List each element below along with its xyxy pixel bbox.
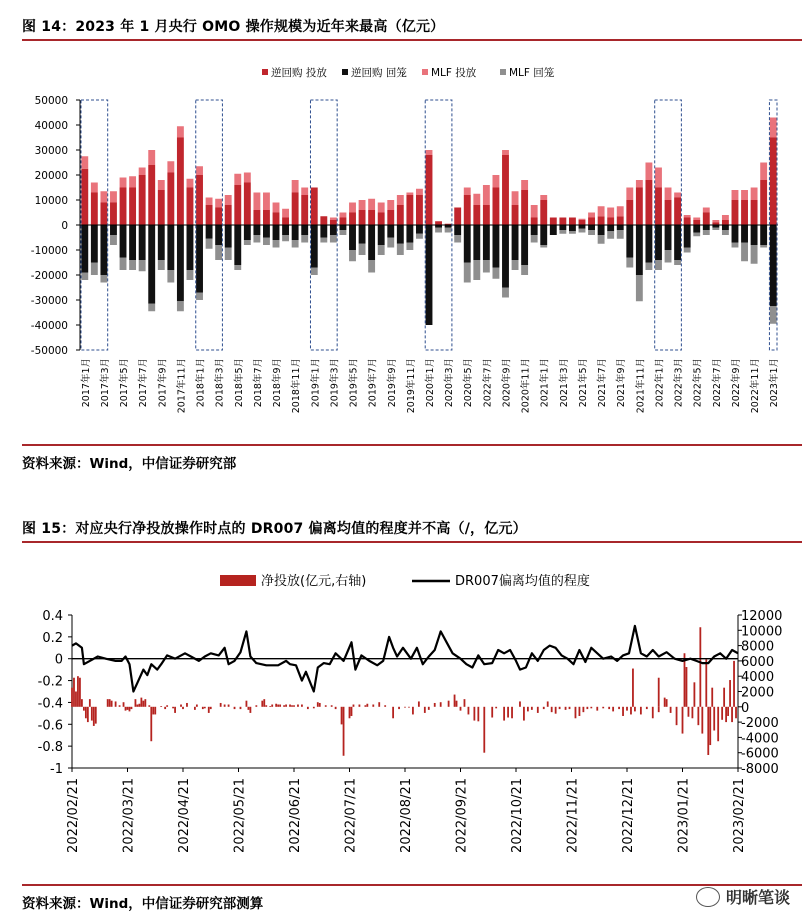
bar	[111, 701, 113, 707]
y-left-tick-label: -0.6	[37, 718, 63, 734]
bar	[701, 707, 703, 734]
x-tick-label: 2022年1月	[654, 358, 666, 408]
bar	[612, 707, 614, 712]
x-tick-label: 2021年11月	[635, 358, 647, 414]
bar	[293, 705, 295, 707]
y-tick-label: 10000	[34, 195, 68, 207]
x-tick-label: 2020年9月	[501, 358, 513, 408]
bar	[705, 659, 707, 706]
bar	[723, 688, 725, 707]
x-tick-label: 2022/10/21	[510, 778, 525, 853]
bar	[125, 707, 127, 711]
y-right-tick-label: 0	[741, 700, 750, 716]
bar	[579, 707, 581, 716]
bar	[676, 707, 678, 725]
x-tick-label: 2018年5月	[233, 358, 245, 408]
y-tick-label: 20000	[34, 170, 68, 182]
bar	[547, 701, 549, 706]
x-tick-label: 2022/12/21	[621, 778, 636, 853]
bar	[725, 707, 727, 722]
x-tick-label: 2020年11月	[520, 358, 532, 414]
x-tick-label: 2021年9月	[616, 358, 628, 408]
x-tick-label: 2017年9月	[157, 358, 169, 408]
x-tick-label: 2017年5月	[119, 358, 131, 408]
x-tick-label: 2019年7月	[367, 358, 379, 408]
bar	[531, 707, 533, 710]
bar	[224, 705, 226, 707]
y-right-tick-label: 10000	[741, 624, 783, 640]
fig14-caption: 图 14：2023 年 1 月央行 OMO 操作规模为近年来最高（亿元）	[22, 19, 445, 35]
watermark-text: 明晰笔谈	[725, 888, 790, 907]
bar	[261, 701, 263, 707]
bar	[119, 705, 121, 707]
bar	[91, 707, 93, 721]
y-right-tick-label: 8000	[741, 639, 775, 655]
bar	[208, 707, 210, 713]
bar	[372, 705, 374, 707]
bar	[275, 704, 277, 707]
bar	[527, 707, 529, 712]
bar	[602, 707, 604, 709]
bar	[709, 707, 711, 745]
y-right-tick-label: -6000	[741, 746, 779, 762]
y-tick-label: -20000	[30, 270, 68, 282]
bar	[335, 707, 337, 709]
bar	[412, 707, 414, 715]
y-right-tick-label: 12000	[741, 609, 783, 624]
bar	[468, 707, 470, 715]
fig15-caption: 图 15：对应央行净投放操作时点的 DR007 偏离均值的程度并不高（/，亿元）	[22, 521, 527, 537]
bar	[366, 704, 368, 707]
bar	[707, 707, 709, 755]
x-tick-label: 2019年9月	[386, 358, 398, 408]
y-right-tick-label: 4000	[741, 670, 775, 686]
bar	[285, 705, 287, 707]
bar	[632, 669, 634, 707]
bar	[693, 682, 695, 706]
x-tick-label: 2020年5月	[463, 358, 475, 408]
x-tick-label: 2018年11月	[291, 358, 303, 414]
bar	[234, 707, 236, 709]
bar	[697, 707, 699, 725]
bar	[699, 627, 701, 707]
bar	[85, 707, 87, 718]
bar	[317, 702, 319, 707]
bar	[666, 699, 668, 707]
x-tick-label: 2017年11月	[176, 358, 188, 414]
y-tick-label: -10000	[30, 245, 68, 257]
x-tick-label: 2018年1月	[195, 358, 207, 408]
y-right-tick-label: 6000	[741, 654, 775, 670]
bar	[248, 707, 250, 710]
bar	[279, 705, 281, 707]
bar	[460, 707, 462, 711]
bar	[565, 707, 567, 710]
bar	[575, 707, 577, 718]
bar	[75, 692, 77, 707]
y-left-tick-label: -0.4	[37, 696, 63, 712]
bar	[456, 701, 458, 707]
bar	[71, 688, 73, 707]
bar	[81, 699, 83, 707]
bar	[483, 707, 485, 753]
x-tick-label: 2022年5月	[692, 358, 704, 408]
legend-label: MLF 投放	[431, 67, 477, 79]
bar	[131, 707, 133, 709]
y-left-tick-label: 0.2	[42, 630, 63, 646]
bar	[721, 707, 723, 720]
bar	[503, 707, 505, 721]
legend-label: 逆回购 投放	[271, 67, 327, 79]
bar	[138, 704, 140, 707]
y-tick-label: 50000	[34, 95, 68, 107]
bar	[174, 707, 176, 713]
bar	[586, 707, 588, 709]
bar	[711, 688, 713, 707]
bar	[95, 707, 97, 724]
x-tick-label: 2018年3月	[214, 358, 226, 408]
x-tick-label: 2019年11月	[405, 358, 417, 414]
fig15-source: 资料来源：Wind，中信证券研究部测算	[22, 896, 264, 912]
bar	[89, 699, 91, 707]
x-tick-label: 2022年7月	[711, 358, 723, 408]
bar	[418, 701, 420, 706]
legend-label: 净投放(亿元,右轴)	[261, 574, 367, 589]
fig14-source: 资料来源：Wind，中信证券研究部	[22, 456, 237, 472]
bar	[343, 707, 345, 756]
bar	[148, 705, 150, 707]
bar	[733, 661, 735, 707]
bar	[87, 707, 89, 722]
bar	[590, 707, 592, 709]
bar	[135, 699, 137, 707]
bar	[353, 705, 355, 707]
bar	[658, 678, 660, 707]
bar	[228, 705, 230, 707]
bar	[511, 707, 513, 718]
bar	[154, 707, 156, 715]
bar	[255, 705, 257, 707]
bar	[688, 707, 690, 717]
bar	[331, 705, 333, 707]
bar	[271, 705, 273, 707]
x-tick-label: 2022/02/21	[66, 778, 81, 853]
bar	[384, 705, 386, 707]
bar	[378, 702, 380, 707]
bar	[265, 705, 267, 707]
y-tick-label: -50000	[30, 345, 68, 357]
x-tick-label: 2021年3月	[558, 358, 570, 408]
bar	[123, 702, 125, 707]
y-right-tick-label: -4000	[741, 731, 779, 747]
x-tick-label: 2022年9月	[730, 358, 742, 408]
bar	[398, 707, 400, 709]
y-tick-label: 30000	[34, 145, 68, 157]
bar	[569, 707, 571, 709]
y-left-tick-label: 0	[54, 652, 63, 668]
bar	[464, 699, 466, 707]
bar	[713, 707, 715, 731]
bar	[182, 707, 184, 709]
bar	[428, 707, 430, 710]
bar	[249, 707, 251, 713]
x-tick-label: 2022年7月	[482, 358, 494, 408]
bar	[551, 707, 553, 712]
bar	[240, 707, 242, 709]
y-left-tick-label: -0.8	[37, 740, 63, 756]
x-tick-label: 2022/07/21	[343, 778, 359, 853]
bar	[359, 705, 361, 707]
bar	[79, 678, 81, 707]
wechat-icon	[696, 887, 720, 907]
bar	[349, 707, 351, 718]
x-tick-label: 2022/08/21	[399, 778, 414, 853]
bar	[144, 699, 146, 707]
x-tick-label: 2018年9月	[272, 358, 284, 408]
bar	[319, 703, 321, 707]
bar	[634, 707, 636, 712]
bar	[246, 701, 248, 707]
bar	[658, 707, 660, 712]
bar	[127, 707, 129, 710]
x-tick-label: 2022年3月	[673, 358, 685, 408]
bar	[495, 707, 497, 709]
bar	[150, 707, 152, 741]
x-tick-label: 2019年3月	[329, 358, 341, 408]
bar	[341, 707, 343, 725]
bar	[289, 705, 291, 707]
legend-swatch	[220, 575, 256, 586]
bar	[291, 705, 293, 707]
bar	[729, 680, 731, 707]
bar	[727, 707, 729, 716]
bar	[559, 707, 561, 709]
y-tick-label: -40000	[30, 320, 68, 332]
bar	[491, 707, 493, 718]
bar	[93, 707, 95, 726]
bar	[152, 707, 154, 715]
bar	[164, 707, 166, 709]
x-tick-label: 2022/05/21	[232, 778, 248, 853]
bar	[670, 707, 672, 713]
bar	[220, 703, 222, 707]
x-tick-label: 2023/02/21	[732, 778, 747, 853]
bar	[364, 705, 366, 707]
bar	[523, 707, 525, 721]
bar	[107, 699, 109, 707]
bar	[618, 707, 620, 709]
y-right-tick-label: -2000	[741, 716, 779, 732]
x-tick-label: 2017年1月	[80, 358, 92, 408]
x-tick-label: 2017年3月	[99, 358, 111, 408]
bar	[194, 707, 196, 710]
bar	[408, 707, 410, 708]
bar	[142, 701, 144, 707]
bar	[686, 667, 688, 707]
bar	[73, 678, 75, 707]
x-tick-label: 2022/06/21	[288, 778, 303, 853]
x-tick-label: 2022/11/21	[565, 778, 581, 853]
x-tick-label: 2021年7月	[597, 358, 609, 408]
legend-label: MLF 回笼	[509, 67, 555, 79]
bar	[404, 707, 406, 708]
bar	[555, 707, 557, 714]
bar	[392, 707, 394, 718]
x-tick-label: 2022年11月	[750, 358, 762, 414]
bar	[115, 701, 117, 706]
bar	[608, 707, 610, 709]
bar	[263, 699, 265, 707]
bar	[626, 707, 628, 711]
x-tick-label: 2023/01/21	[676, 778, 692, 853]
bar	[735, 707, 737, 718]
x-tick-label: 2022/09/21	[454, 778, 470, 853]
bar	[652, 707, 654, 718]
bar	[692, 707, 694, 718]
bar	[454, 695, 456, 707]
bar	[186, 703, 188, 707]
bar	[434, 703, 436, 707]
fig15-bottom-rule	[22, 884, 802, 886]
x-tick-label: 2019年1月	[310, 358, 322, 408]
bar	[269, 706, 271, 707]
bar	[166, 705, 168, 707]
bar	[172, 707, 174, 709]
y-left-tick-label: 0.4	[42, 609, 63, 624]
bar	[180, 705, 182, 707]
bar	[473, 707, 475, 721]
bar	[204, 707, 206, 709]
y-tick-label: -30000	[30, 295, 68, 307]
bar	[351, 707, 353, 716]
bar	[83, 707, 85, 711]
bar	[140, 698, 142, 707]
x-tick-label: 2023年1月	[769, 358, 781, 408]
x-tick-label: 2022/03/21	[121, 778, 137, 853]
bar	[202, 707, 204, 709]
watermark	[696, 885, 790, 908]
x-tick-label: 2022/04/21	[177, 778, 192, 853]
y-right-tick-label: 2000	[741, 685, 775, 701]
bar	[646, 707, 648, 709]
bar	[630, 707, 632, 715]
bar	[537, 707, 539, 713]
bar	[424, 707, 426, 713]
bar	[664, 698, 666, 707]
bar	[277, 705, 279, 707]
bar	[717, 707, 719, 741]
bar	[325, 705, 327, 707]
bar	[519, 701, 521, 706]
y-left-tick-label: -1	[50, 762, 63, 777]
bar	[129, 707, 131, 712]
bar	[160, 706, 162, 707]
bar	[109, 699, 111, 707]
bar	[307, 707, 309, 709]
x-tick-label: 2017年7月	[138, 358, 150, 408]
y-right-tick-label: -8000	[741, 762, 779, 777]
y-left-tick-label: -0.2	[37, 674, 63, 690]
x-tick-label: 2021年1月	[539, 358, 551, 408]
bar	[731, 707, 733, 722]
x-tick-label: 2020年3月	[444, 358, 456, 408]
x-tick-label: 2018年7月	[252, 358, 264, 408]
bar	[477, 707, 479, 722]
bar	[297, 705, 299, 707]
x-tick-label: 2019年5月	[348, 358, 360, 408]
bar	[137, 705, 139, 707]
bar	[301, 705, 303, 707]
x-tick-label: 2020年1月	[425, 358, 436, 408]
bar	[313, 707, 315, 709]
bar	[507, 707, 509, 718]
y-tick-label: 0	[61, 220, 68, 232]
bar	[77, 676, 79, 707]
bar	[622, 707, 624, 716]
y-tick-label: 40000	[34, 120, 68, 132]
bar	[682, 707, 684, 734]
bar	[283, 705, 285, 707]
bar	[196, 705, 198, 707]
bar	[596, 707, 598, 711]
bar	[448, 701, 450, 707]
bar	[582, 707, 584, 712]
bar	[640, 707, 642, 715]
bar	[210, 707, 212, 709]
legend-label: 逆回购 回笼	[351, 67, 407, 79]
legend-label: DR007偏离均值的程度	[455, 574, 590, 589]
bar	[543, 707, 545, 709]
bar	[440, 702, 442, 707]
x-tick-label: 2021年5月	[577, 358, 589, 408]
